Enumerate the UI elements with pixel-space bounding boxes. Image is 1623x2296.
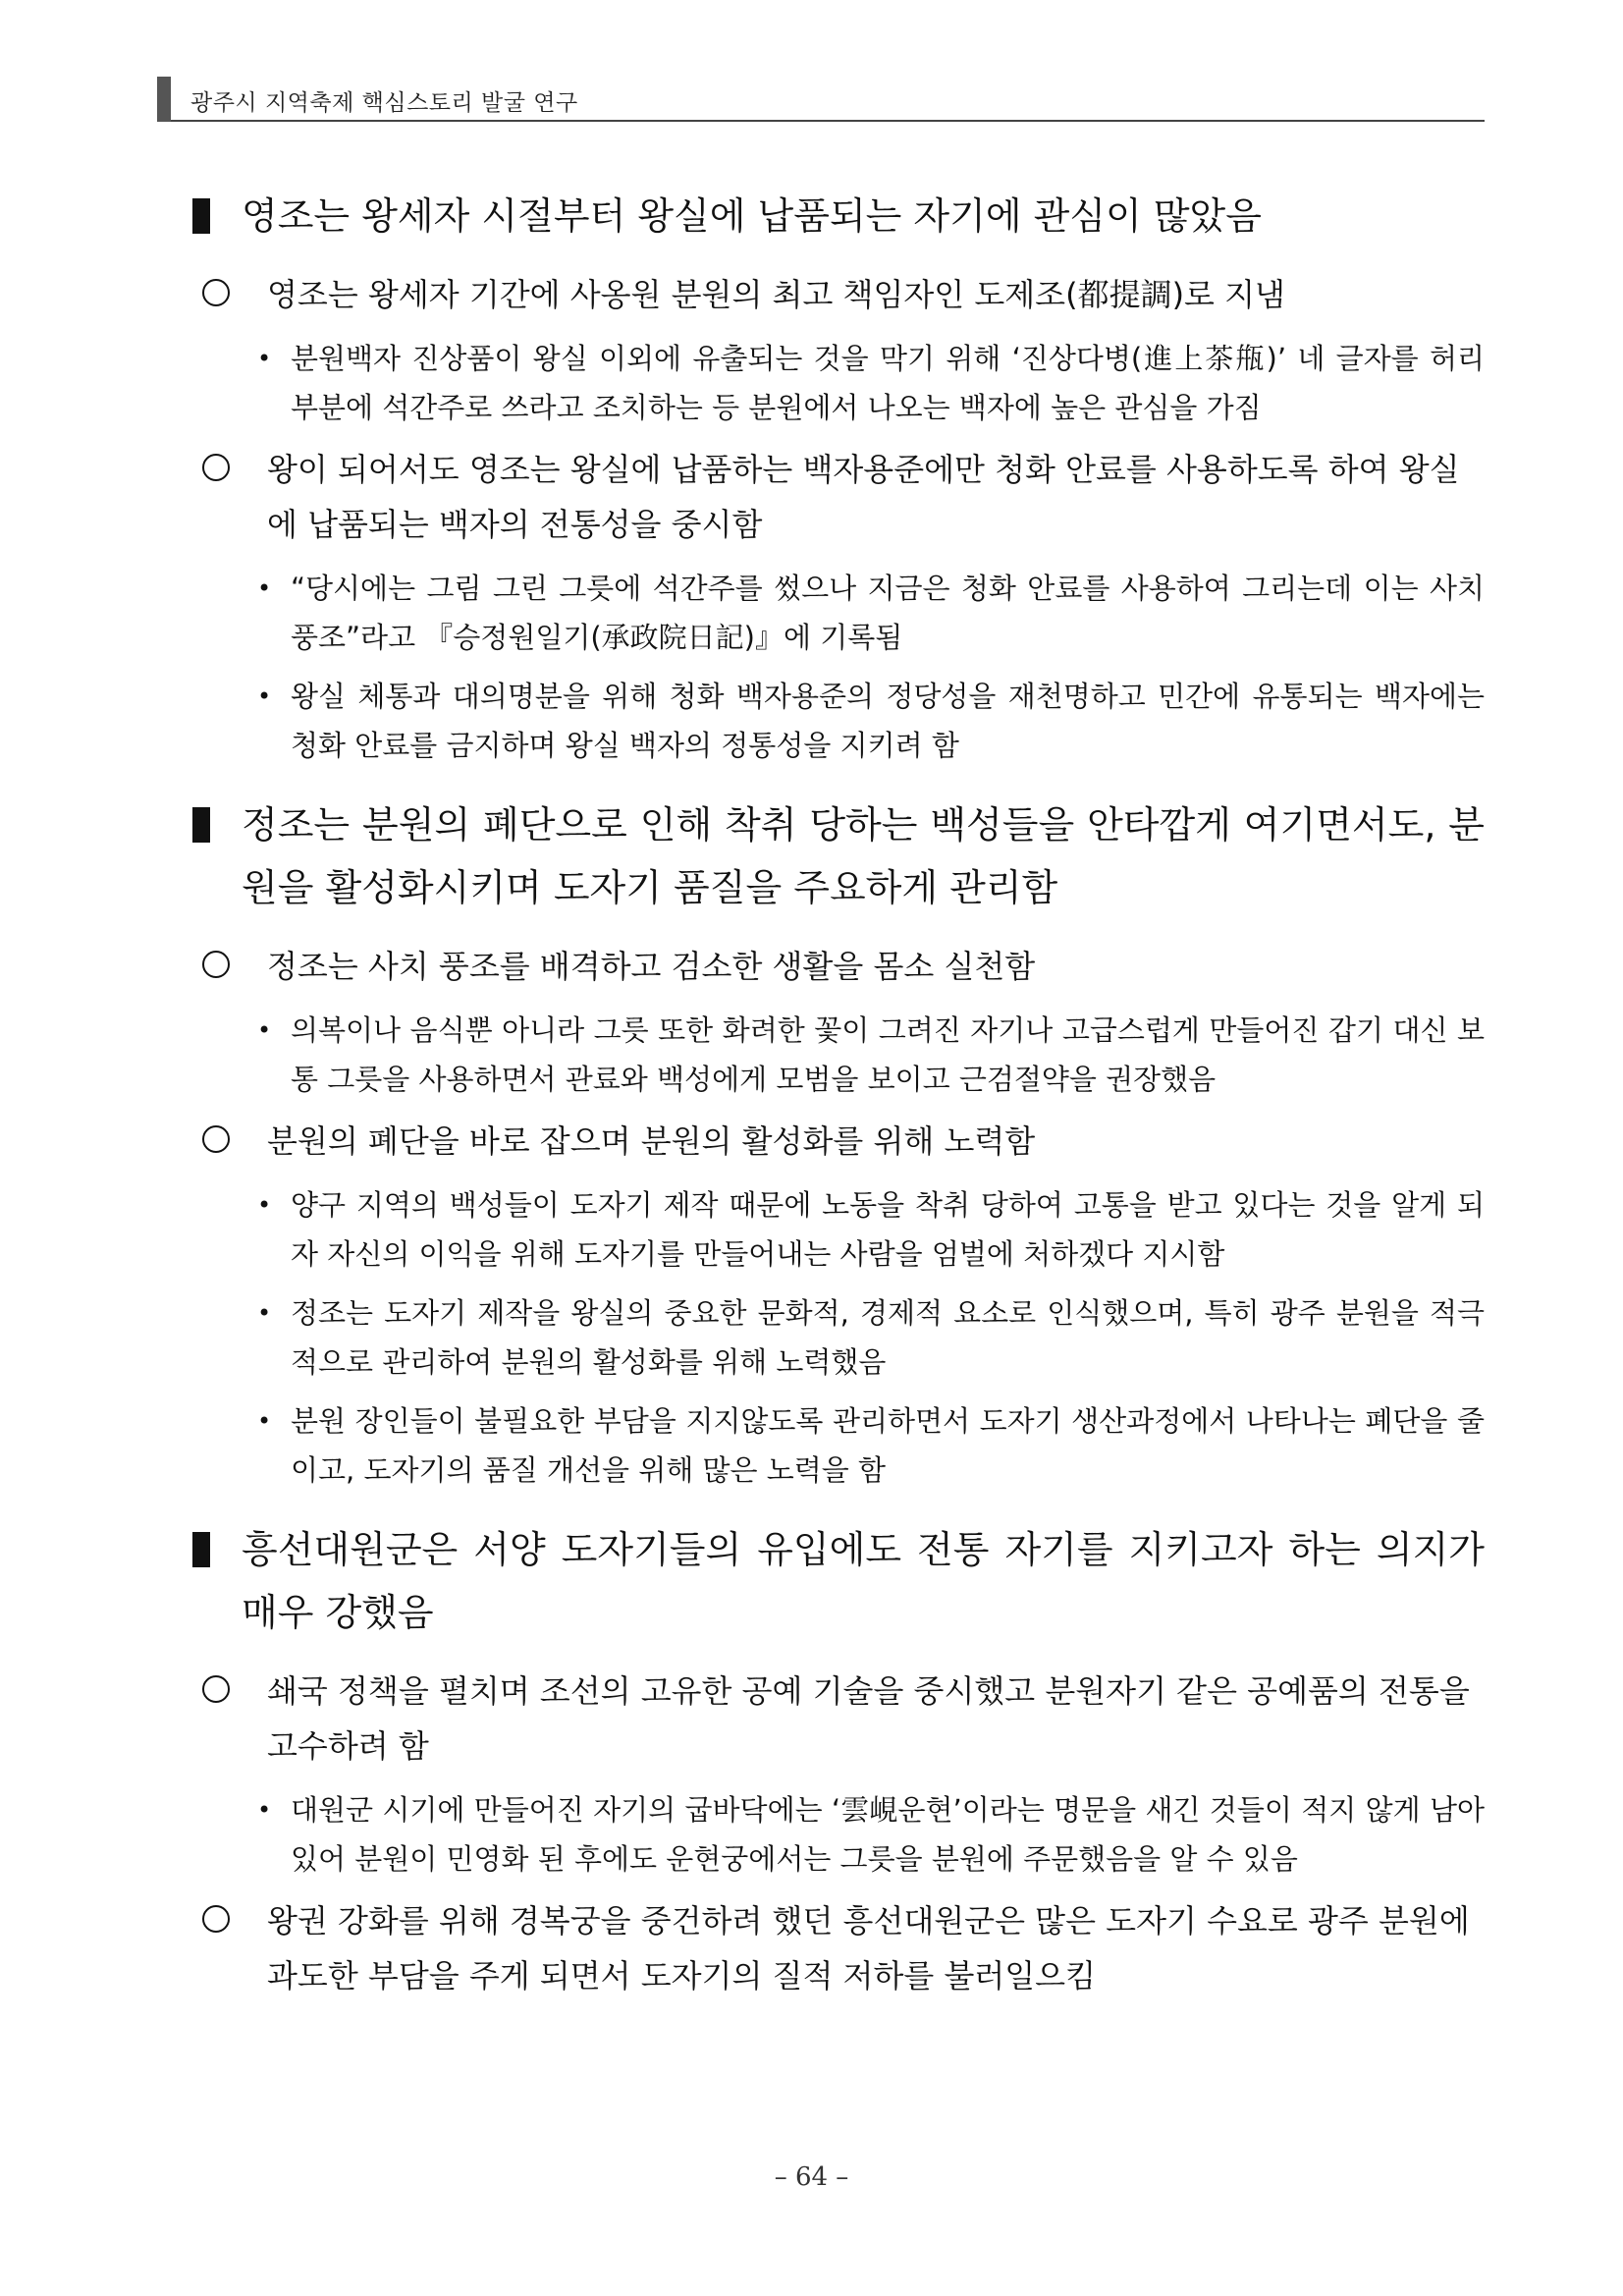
bullet-item: • 의복이나 음식뿐 아니라 그릇 또한 화려한 꽃이 그려진 자기나 고급스럽게 만들어진 갑기 대신 보통 그릇을 사용하면서 관료와 백성에게 모범을 보이고 근검절약을 권장했음 — [240, 1006, 1485, 1104]
circle-bullet-icon — [202, 1675, 230, 1703]
circle-bullet-icon — [202, 951, 230, 978]
bullet-item: • “당시에는 그림 그린 그릇에 석간주를 썼으나 지금은 청화 안료를 사용하여 그리는데 이는 사치풍조”라고 『승정원일기(承政院日記)』에 기록됨 — [240, 564, 1485, 662]
dot-bullet-icon: • — [257, 1016, 272, 1044]
sub-item: 영조는 왕세자 기간에 사옹원 분원의 최고 책임자인 도제조(都提調)로 지냄 — [202, 267, 1485, 322]
header-marker-bar — [157, 77, 171, 122]
section-heading: 영조는 왕세자 시절부터 왕실에 납품되는 자기에 관심이 많았음 — [189, 185, 1485, 247]
section-heading: 흥선대원군은 서양 도자기들의 유입에도 전통 자기를 지키고자 하는 의지가 매우 강했음 — [189, 1518, 1485, 1644]
square-bullet-icon — [192, 198, 210, 234]
page-number: – 64 – — [774, 2162, 849, 2192]
header-title: 광주시 지역축제 핵심스토리 발굴 연구 — [190, 90, 578, 116]
dot-bullet-icon: • — [257, 1796, 272, 1824]
circle-bullet-icon — [202, 279, 230, 306]
document-body — [189, 185, 1485, 2015]
bullet-item: • 분원백자 진상품이 왕실 이외에 유출되는 것을 막기 위해 ‘진상다병(進上茶甁)’ 네 글자를 허리 부분에 석간주로 쓰라고 조치하는 등 분원에서 나오는 백자에 높은 관심을 가짐 — [240, 334, 1485, 432]
bullet-item: • 왕실 체통과 대의명분을 위해 청화 백자용준의 정당성을 재천명하고 민간에 유통되는 백자에는 청화 안료를 금지하며 왕실 백자의 정통성을 지키려 함 — [240, 672, 1485, 770]
bullet-item: • 대원군 시기에 만들어진 자기의 굽바닥에는 ‘雲峴운현’이라는 명문을 새긴 것들이 적지 않게 남아있어 분원이 민영화 된 후에도 운현궁에서는 그릇을 분원에 주문했음을 알 수 있음 — [240, 1785, 1485, 1884]
dot-bullet-icon: • — [257, 574, 272, 602]
bullet-item: • 분원 장인들이 불필요한 부담을 지지않도록 관리하면서 도자기 생산과정에서 나타나는 폐단을 줄이고, 도자기의 품질 개선을 위해 많은 노력을 함 — [240, 1396, 1485, 1495]
sub-item: 왕권 강화를 위해 경복궁을 중건하려 했던 흥선대원군은 많은 도자기 수요로 광주 분원에 과도한 부담을 주게 되면서 도자기의 질적 저하를 불러일으킴 — [202, 1893, 1485, 2003]
dot-bullet-icon: • — [257, 1407, 272, 1435]
square-bullet-icon — [192, 807, 210, 843]
circle-bullet-icon — [202, 1905, 230, 1933]
dot-bullet-icon: • — [257, 683, 272, 710]
sub-item: 쇄국 정책을 펼치며 조선의 고유한 공예 기술을 중시했고 분원자기 같은 공예품의 전통을 고수하려 함 — [202, 1664, 1485, 1774]
sub-item: 왕이 되어서도 영조는 왕실에 납품하는 백자용준에만 청화 안료를 사용하도록 하여 왕실에 납품되는 백자의 전통성을 중시함 — [202, 442, 1485, 552]
dot-bullet-icon: • — [257, 345, 272, 372]
bullet-item: • 정조는 도자기 제작을 왕실의 중요한 문화적, 경제적 요소로 인식했으며, 특히 광주 분원을 적극적으로 관리하여 분원의 활성화를 위해 노력했음 — [240, 1288, 1485, 1387]
bullet-item: • 양구 지역의 백성들이 도자기 제작 때문에 노동을 착취 당하여 고통을 받고 있다는 것을 알게 되자 자신의 이익을 위해 도자기를 만들어내는 사람을 엄벌에 처하겠다 지시함 — [240, 1180, 1485, 1279]
header-rule — [171, 120, 1485, 122]
circle-bullet-icon — [202, 1125, 230, 1153]
square-bullet-icon — [192, 1532, 210, 1567]
dot-bullet-icon: • — [257, 1191, 272, 1219]
running-header — [157, 77, 1485, 122]
dot-bullet-icon: • — [257, 1299, 272, 1327]
section-heading: 정조는 분원의 폐단으로 인해 착취 당하는 백성들을 안타깝게 여기면서도, 분원을 활성화시키며 도자기 품질을 주요하게 관리함 — [189, 793, 1485, 919]
sub-item: 분원의 폐단을 바로 잡으며 분원의 활성화를 위해 노력함 — [202, 1114, 1485, 1169]
circle-bullet-icon — [202, 454, 230, 481]
sub-item: 정조는 사치 풍조를 배격하고 검소한 생활을 몸소 실천함 — [202, 939, 1485, 994]
